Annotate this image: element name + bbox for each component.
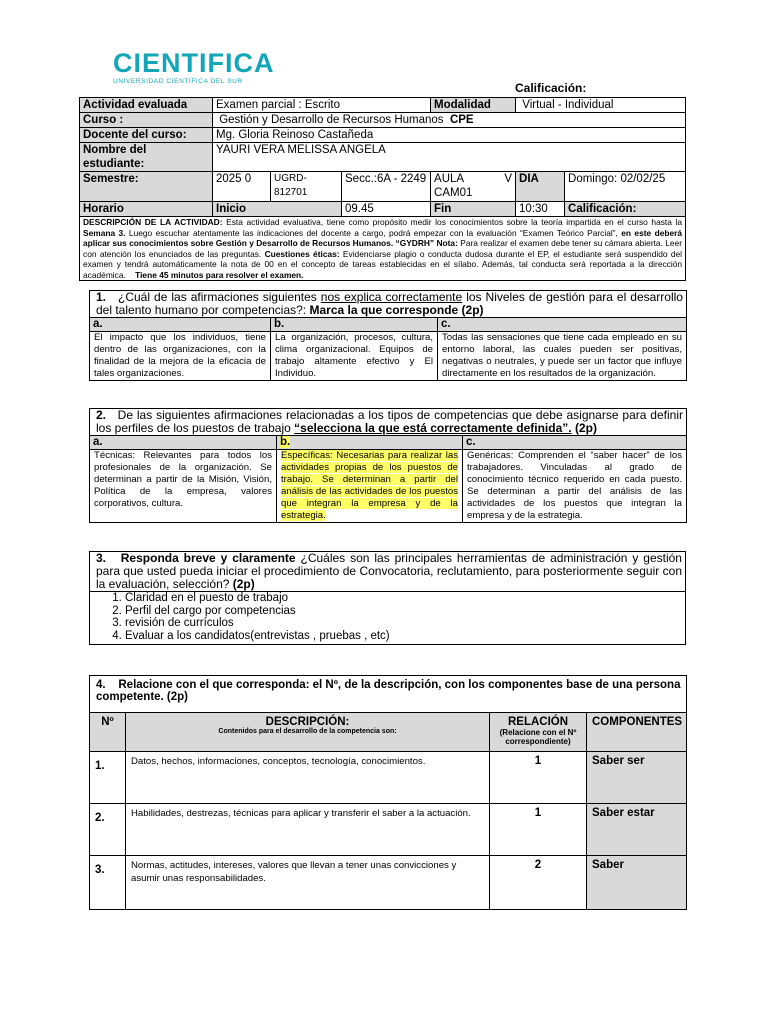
row-descripcion: Datos, hechos, informaciones, conceptos, tecnología, conocimientos.: [126, 752, 490, 804]
question-1-prompt: 1. ¿Cuál de las afirmaciones siguientes nos explica correctamente los Niveles de gestión para el desarrollo del talento humano por competencias?: Marca la que corresponde (2p): [90, 291, 687, 318]
logo-text: CIENTIFICA: [113, 48, 275, 78]
row-descripcion: Habilidades, destrezas, técnicas para aplicar y transferir el saber a la actuación.: [126, 804, 490, 856]
docente-label: Docente del curso:: [80, 128, 213, 143]
row-descripcion: Normas, actitudes, intereses, valores que llevan a tener unas convicciones y asumir unas responsabilidades.: [126, 856, 490, 910]
docente-value: Mg. Gloria Reinoso Castañeda: [213, 128, 686, 143]
exam-info-table: [79, 97, 686, 281]
answer-item: 1. Claridad en el puesto de trabajo: [125, 592, 682, 605]
estudiante-value: YAURI VERA MELISSA ANGELA: [213, 143, 686, 172]
row-num: 1.: [90, 752, 126, 804]
row-componente: Saber estar: [587, 804, 687, 856]
calificacion-label: Calificación:: [515, 81, 587, 95]
activity-description: DESCRIPCIÓN DE LA ACTIVIDAD: Esta actividad evaluativa, tiene como propósito medir los conocimientos sobre la teoría impartida en el curso hasta la Semana 3. Luego escuchar atentamente las indicaciones del docente a cargo, podrá empezar con la evaluación “Examen Teórico Parcial”, en este deberá aplicar sus conocimientos sobre Gestión y Desarrollo de Recursos Humanos. “GYDRH” Nota: Para realizar el examen debe tener su cámara abierta. Leer con atención los enunciados de las preguntas. Cuestiones éticas: Evidenciarse plagio o conducta dudosa durante el EP, el estudiante será suspendido del examen y tendrá automáticamente la nota de 00 en el concepto de tareas establecidas en el sílabo. Además, tal conducta será reportada a la dirección académica. Tiene 45 minutos para resolver el examen.: [80, 217, 686, 281]
q2-col-c: c.: [463, 436, 687, 450]
header-componentes: COMPONENTES: [587, 713, 687, 752]
university-logo: [113, 50, 313, 90]
q1-option-a: El impacto que los individuos, tiene dentro de las organizaciones, con la finalidad de la mejora de la eficacia de tales organizaciones.: [90, 332, 271, 381]
semestre-value: 2025 0: [213, 172, 271, 202]
row-num: 3.: [90, 856, 126, 910]
ugrd-code: UGRD-812701: [271, 172, 342, 202]
seccion: Secc.:6A - 2249: [342, 172, 431, 202]
question-2-table: [89, 408, 687, 523]
answer-item: 3. revisión de currículos: [125, 617, 682, 630]
q2-col-a: a.: [90, 436, 277, 450]
row-relacion-input[interactable]: 1: [490, 752, 587, 804]
inicio-value: 09.45: [342, 202, 431, 217]
q1-col-a: a.: [90, 318, 271, 332]
dia-value: Domingo: 02/02/25: [565, 172, 686, 202]
row-relacion-input[interactable]: 2: [490, 856, 587, 910]
row-componente: Saber: [587, 856, 687, 910]
row-num: 2.: [90, 804, 126, 856]
curso-value: Gestión y Desarrollo de Recursos Humanos CPE: [213, 113, 686, 128]
dia-label: DIA: [516, 172, 565, 202]
answer-list: [93, 592, 682, 642]
question-3-table: [89, 551, 686, 645]
actividad-value: Examen parcial : Escrito: [213, 98, 431, 113]
row-relacion-input[interactable]: 1: [490, 804, 587, 856]
answer-item: 4. Evaluar a los candidatos(entrevistas , pruebas , etc): [125, 630, 682, 643]
semestre-label: Semestre:: [80, 172, 213, 202]
question-4-table: [89, 675, 687, 910]
calificacion-cell: Calificación:: [565, 202, 686, 217]
q2-col-b: b.: [277, 436, 463, 450]
q2-option-b: Específicas: Necesarias para realizar las actividades propias de los puestos de trabajo. Se determinan a partir del análisis de las actividades de los puestos que integran la empresa y de la estrategia.: [277, 450, 463, 523]
inicio-label: Inicio: [213, 202, 342, 217]
fin-value: 10:30: [516, 202, 565, 217]
q2-option-a: Técnicas: Relevantes para todos los profesionales de la organización. Se determinan a partir de la Misión, Visión, Política de la empresa, valores corporativos, cultura.: [90, 450, 277, 523]
actividad-label: Actividad evaluada: [80, 98, 213, 113]
q1-col-b: b.: [271, 318, 438, 332]
q1-option-c: Todas las sensaciones que tiene cada empleado en su entorno laboral, las cuales pueden ser positivas, negativas o neutrales, y puede ser un factor que influye directamente en los resultados de la organización.: [438, 332, 687, 381]
q1-option-b: La organización, procesos, cultura, clima organizacional. Equipos de trabajo altamente efectivo y El Individuo.: [271, 332, 438, 381]
horario-label: Horario: [80, 202, 213, 217]
logo-tagline: UNIVERSIDAD CIENTÍFICA DEL SUR: [113, 78, 243, 85]
curso-code: CPE: [449, 114, 474, 126]
fin-label: Fin: [431, 202, 516, 217]
modalidad-label: Modalidad: [431, 98, 516, 113]
question-2-prompt: 2. De las siguientes afirmaciones relacionadas a los tipos de competencias que debe asignarse para definir los perfiles de los puestos de trabajo “selecciona la que está correctamente definida”. (2p): [90, 409, 687, 436]
header-num: Nº: [90, 713, 126, 752]
question-3-answer[interactable]: [90, 592, 686, 645]
header-relacion: RELACIÓN (Relacione con el Nº correspondiente): [490, 713, 587, 752]
curso-label: Curso :: [80, 113, 213, 128]
question-1-table: [89, 290, 687, 381]
q1-col-c: c.: [438, 318, 687, 332]
estudiante-label: Nombre del estudiante:: [80, 143, 213, 172]
question-3-prompt: 3. Responda breve y claramente ¿Cuáles son las principales herramientas de administración y gestión para que usted pueda iniciar el procedimiento de Convocatoria, reclutamiento, para posteriormente seguir con la evaluación, selección? (2p): [90, 552, 686, 592]
row-componente: Saber ser: [587, 752, 687, 804]
answer-item: 2. Perfil del cargo por competencias: [125, 605, 682, 618]
question-4-prompt: 4. Relacione con el que corresponda: el Nº, de la descripción, con los componentes base de una persona competente. (2p): [90, 676, 687, 713]
modalidad-value: Virtual - Individual: [516, 98, 686, 113]
q2-option-c: Genéricas: Comprenden el “saber hacer” de los trabajadores. Vinculadas al grado de conocimiento técnico requerido en cada puesto. Se determinan a partir del análisis de las actividades de los puestos que integran la empresa y de la estrategia.: [463, 450, 687, 523]
header-descripcion: DESCRIPCIÓN: Contenidos para el desarrollo de la competencia son:: [126, 713, 490, 752]
aula: AULA V CAM01: [431, 172, 516, 202]
